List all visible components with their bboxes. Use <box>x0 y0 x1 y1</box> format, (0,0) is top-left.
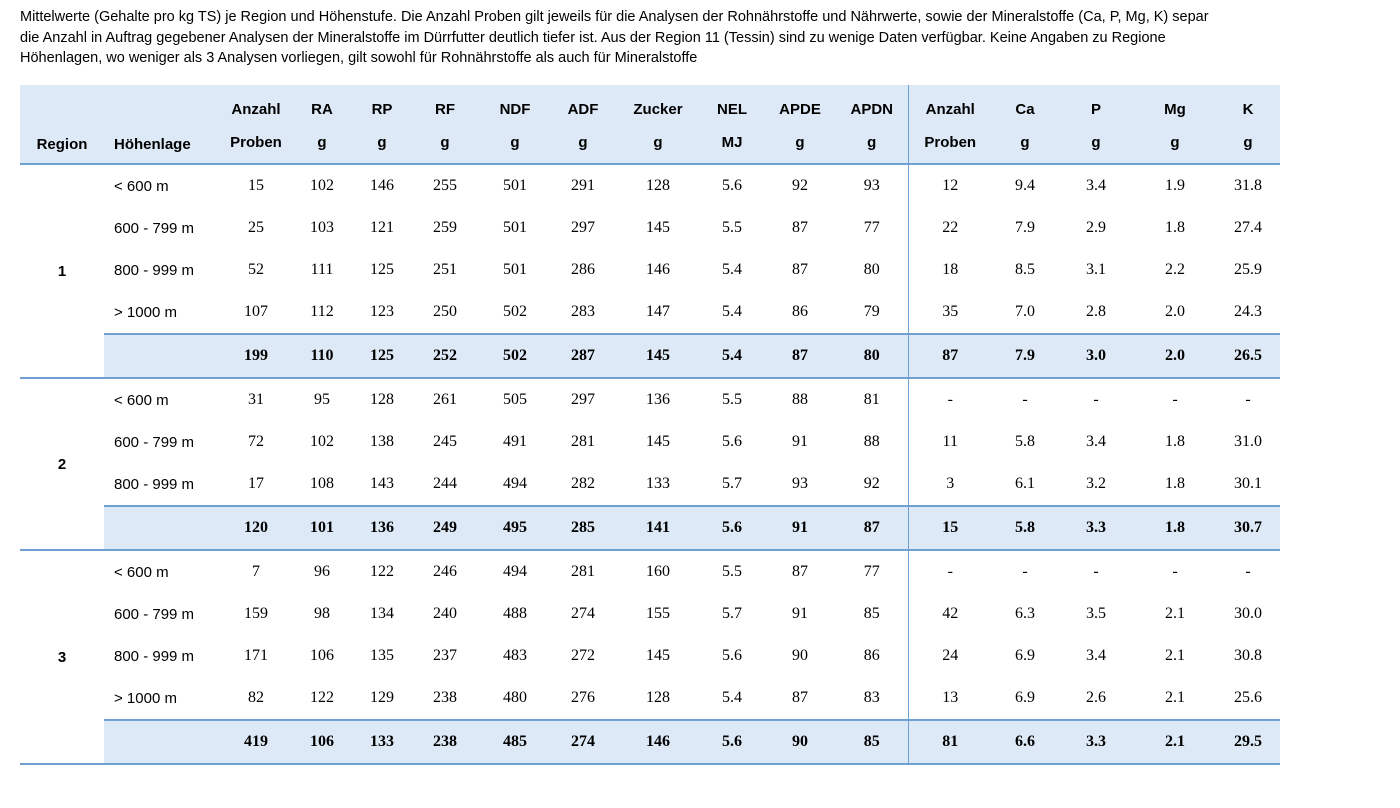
table-cell: 3.4 <box>1086 433 1106 450</box>
table-cell: 107 <box>244 303 268 320</box>
total-cell: 110 <box>290 334 354 378</box>
table-cell: 7.0 <box>1015 303 1035 320</box>
table-cell: 93 <box>863 177 880 194</box>
header-col-top: ADF <box>567 100 599 118</box>
total-row <box>20 506 1280 550</box>
table-cell: 128 <box>646 177 670 194</box>
table-cell: - <box>1245 391 1251 408</box>
table-cell: 31.8 <box>1234 177 1262 194</box>
table-cell: 11 <box>908 421 992 463</box>
table-cell: 1.8 <box>1165 219 1185 236</box>
table-header <box>20 85 1280 164</box>
table-cell: 286 <box>571 261 595 278</box>
table-caption <box>20 7 1400 69</box>
table-cell: 108 <box>310 475 334 492</box>
table-cell: 134 <box>370 605 394 622</box>
total-row-blank <box>104 506 222 550</box>
table-cell: 5.7 <box>722 475 742 492</box>
table-cell: 77 <box>863 563 880 580</box>
table-cell: 3.4 <box>1086 647 1106 664</box>
table-row <box>20 463 1280 506</box>
table-cell: 79 <box>863 303 880 320</box>
total-row <box>20 720 1280 764</box>
altitude-label: < 600 m <box>114 563 169 581</box>
total-cell: 199 <box>222 334 290 378</box>
table-cell: 92 <box>863 475 880 492</box>
altitude-label: 800 - 999 m <box>114 261 195 279</box>
region-label: 1 <box>20 164 104 378</box>
altitude-label: > 1000 m <box>114 689 177 707</box>
altitude-label: < 600 m <box>114 391 169 409</box>
table-cell: 91 <box>792 433 808 450</box>
total-cell: 502 <box>480 334 550 378</box>
table-cell: 6.1 <box>1015 475 1035 492</box>
table-cell: 77 <box>863 219 880 236</box>
table-cell: 2.6 <box>1086 689 1106 706</box>
table-cell: 25.9 <box>1234 261 1262 278</box>
total-cell: 6.6 <box>992 720 1058 764</box>
total-cell: 30.7 <box>1216 506 1280 550</box>
header-col-top: Ca <box>1015 100 1035 118</box>
total-cell: 5.6 <box>700 506 764 550</box>
table-cell: 240 <box>433 605 457 622</box>
total-cell: 145 <box>616 334 700 378</box>
table-cell: 95 <box>314 391 330 408</box>
total-row-blank <box>104 720 222 764</box>
table-cell: 2.1 <box>1165 689 1185 706</box>
total-cell: 285 <box>550 506 616 550</box>
table-cell: 5.5 <box>722 563 742 580</box>
table-cell: 147 <box>646 303 670 320</box>
caption-line-3: Höhenlagen, wo weniger als 3 Analysen vorliegen, gilt sowohl für Rohnährstoffe als auch für Mineralstoffe <box>20 50 698 66</box>
table-cell: 102 <box>310 177 334 194</box>
table-cell: 155 <box>646 605 670 622</box>
table-cell: 102 <box>310 433 334 450</box>
table-cell: 250 <box>433 303 457 320</box>
header-col-top: P <box>1090 100 1101 118</box>
table-cell: 237 <box>433 647 457 664</box>
table-cell: 480 <box>503 689 527 706</box>
header-col-top: K <box>1242 100 1254 118</box>
table-cell: 90 <box>792 647 808 664</box>
table-cell: 281 <box>571 433 595 450</box>
table-cell: 30.0 <box>1234 605 1262 622</box>
total-cell: 106 <box>290 720 354 764</box>
table-cell: 25 <box>248 219 264 236</box>
table-cell: 82 <box>248 689 264 706</box>
header-col-unit: MJ <box>721 133 743 151</box>
table-cell: 488 <box>503 605 527 622</box>
table-cell: 7 <box>252 563 260 580</box>
table-cell: 9.4 <box>1015 177 1035 194</box>
table-cell: 281 <box>571 563 595 580</box>
table-row <box>20 421 1280 463</box>
total-cell: 29.5 <box>1216 720 1280 764</box>
table-row <box>20 164 1280 207</box>
total-cell: 495 <box>480 506 550 550</box>
total-cell: 15 <box>908 506 992 550</box>
total-row <box>20 334 1280 378</box>
header-col-top: Zucker <box>633 100 683 118</box>
header-col-unit: g <box>795 133 805 151</box>
table-cell: 160 <box>646 563 670 580</box>
table-cell: 245 <box>433 433 457 450</box>
table-cell: 106 <box>310 647 334 664</box>
table-cell: 494 <box>503 475 527 492</box>
header-col-top: Anzahl <box>908 85 992 127</box>
altitude-label: 600 - 799 m <box>114 605 195 623</box>
table-cell: 5.6 <box>722 647 742 664</box>
altitude-label: 600 - 799 m <box>114 433 195 451</box>
table-row <box>20 378 1280 421</box>
table-cell: 96 <box>314 563 330 580</box>
table-cell: 13 <box>908 677 992 720</box>
header-col-unit: g <box>377 133 387 151</box>
total-cell: 249 <box>410 506 480 550</box>
total-cell: 1.8 <box>1134 506 1216 550</box>
table-cell: 297 <box>571 219 595 236</box>
header-col-unit: g <box>1091 133 1101 151</box>
total-cell: 7.9 <box>992 334 1058 378</box>
table-cell: 88 <box>863 433 880 450</box>
total-cell: 5.8 <box>992 506 1058 550</box>
total-cell: 485 <box>480 720 550 764</box>
header-col-top: RF <box>435 100 455 118</box>
header-col-top: APDN <box>850 100 893 118</box>
table-cell: 17 <box>248 475 264 492</box>
total-cell: 3.0 <box>1058 334 1134 378</box>
table-cell: 98 <box>314 605 330 622</box>
table-cell: 111 <box>310 261 334 278</box>
table-cell: 3.4 <box>1086 177 1106 194</box>
total-cell: 85 <box>836 720 908 764</box>
table-cell: 91 <box>792 605 808 622</box>
table-cell: 238 <box>433 689 457 706</box>
table-cell: 3 <box>908 463 992 506</box>
table-cell: 146 <box>646 261 670 278</box>
table-cell: 123 <box>370 303 394 320</box>
table-cell: 30.1 <box>1234 475 1262 492</box>
header-col-unit: g <box>867 133 877 151</box>
total-cell: 146 <box>616 720 700 764</box>
caption-line-1: Mittelwerte (Gehalte pro kg TS) je Region und Höhenstufe. Die Anzahl Proben gilt jeweils für die Analysen der Rohnährstoffe und Nährwerte, sowie der Mineralstoffe (Ca, P, Mg, K) separ <box>20 9 1209 25</box>
table-cell: 122 <box>310 689 334 706</box>
table-cell: 86 <box>863 647 880 664</box>
table-cell: 87 <box>792 689 808 706</box>
table-cell: - <box>908 378 992 421</box>
header-col-unit: g <box>1170 133 1180 151</box>
table-cell: 125 <box>370 261 394 278</box>
table-cell: - <box>1172 391 1178 408</box>
table-cell: - <box>1093 563 1099 580</box>
header-hoehenlage: Höhenlage <box>114 136 191 153</box>
total-cell: 2.0 <box>1134 334 1216 378</box>
table-cell: 145 <box>646 219 670 236</box>
table-cell: - <box>1172 563 1178 580</box>
table-cell: 261 <box>433 391 457 408</box>
table-cell: 501 <box>503 261 527 278</box>
table-cell: 145 <box>646 647 670 664</box>
table-cell: 42 <box>908 593 992 635</box>
header-col-top: Anzahl <box>231 100 281 118</box>
table-cell: 122 <box>370 563 394 580</box>
table-cell: 12 <box>908 164 992 207</box>
table-cell: 80 <box>863 261 880 278</box>
altitude-label: 800 - 999 m <box>114 475 195 493</box>
table-cell: - <box>1022 563 1028 580</box>
table-cell: 1.8 <box>1165 475 1185 492</box>
table-cell: 6.9 <box>1015 647 1035 664</box>
table-cell: 272 <box>571 647 595 664</box>
altitude-label: 800 - 999 m <box>114 647 195 665</box>
caption-line-2: die Anzahl in Auftrag gegebener Analysen der Mineralstoffe im Dürrfutter deutlich tiefer ist. Aus der Region 11 (Tessin) sind zu wenige Daten verfügbar. Keine Angaben zu Regione <box>20 29 1166 46</box>
table-cell: 274 <box>571 605 595 622</box>
table-cell: 491 <box>503 433 527 450</box>
table-cell: - <box>1093 391 1099 408</box>
table-row <box>20 593 1280 635</box>
table-cell: 30.8 <box>1234 647 1262 664</box>
header-col-unit: g <box>578 133 588 151</box>
total-cell: 5.4 <box>700 334 764 378</box>
table-row <box>20 550 1280 593</box>
header-col-unit: g <box>317 133 327 151</box>
table-cell: 87 <box>792 219 808 236</box>
total-cell: 133 <box>354 720 410 764</box>
table-cell: 244 <box>433 475 457 492</box>
table-cell: 25.6 <box>1234 689 1262 706</box>
table-cell: 103 <box>310 219 334 236</box>
table-cell: 138 <box>370 433 394 450</box>
header-col-unit: g <box>1243 133 1253 151</box>
table-cell: 5.5 <box>722 219 742 236</box>
header-col-unit: Proben <box>908 127 992 164</box>
total-cell: 87 <box>836 506 908 550</box>
total-cell: 81 <box>908 720 992 764</box>
table-cell: 83 <box>863 689 880 706</box>
table-row <box>20 635 1280 677</box>
table-cell: 171 <box>244 647 268 664</box>
table-cell: 159 <box>244 605 268 622</box>
table-cell: 5.6 <box>722 177 742 194</box>
table-cell: 283 <box>571 303 595 320</box>
table-cell: 255 <box>433 177 457 194</box>
table-cell: 24 <box>908 635 992 677</box>
total-cell: 238 <box>410 720 480 764</box>
table-cell: - <box>1022 391 1028 408</box>
total-cell: 5.6 <box>700 720 764 764</box>
table-cell: 146 <box>370 177 394 194</box>
header-col-unit: Proben <box>230 133 282 151</box>
total-cell: 3.3 <box>1058 506 1134 550</box>
header-col-top: NDF <box>499 100 531 118</box>
table-cell: 72 <box>248 433 264 450</box>
total-cell: 120 <box>222 506 290 550</box>
table-cell: 81 <box>863 391 880 408</box>
total-cell: 252 <box>410 334 480 378</box>
table-cell: 135 <box>370 647 394 664</box>
table-cell: 2.1 <box>1165 605 1185 622</box>
table-cell: 501 <box>503 219 527 236</box>
table-cell: 2.0 <box>1165 303 1185 320</box>
total-cell: 141 <box>616 506 700 550</box>
table-cell: 7.9 <box>1015 219 1035 236</box>
table-cell: 501 <box>503 177 527 194</box>
altitude-label: < 600 m <box>114 177 169 195</box>
table-cell: 5.4 <box>722 261 742 278</box>
table-cell: 276 <box>571 689 595 706</box>
total-cell: 26.5 <box>1216 334 1280 378</box>
table-cell: 259 <box>433 219 457 236</box>
table-cell: 22 <box>908 207 992 249</box>
table-cell: 52 <box>248 261 264 278</box>
table-cell: 92 <box>792 177 808 194</box>
table-cell: 133 <box>646 475 670 492</box>
table-cell: 112 <box>310 303 334 320</box>
total-cell: 274 <box>550 720 616 764</box>
table-cell: 15 <box>248 177 264 194</box>
table-cell: 87 <box>792 563 808 580</box>
header-col-unit: g <box>653 133 663 151</box>
table-cell: 3.1 <box>1086 261 1106 278</box>
table-cell: 6.3 <box>1015 605 1035 622</box>
header-col-unit: g <box>510 133 520 151</box>
table-cell: 121 <box>370 219 394 236</box>
table-cell: 2.9 <box>1086 219 1106 236</box>
total-cell: 3.3 <box>1058 720 1134 764</box>
table-cell: 35 <box>908 291 992 334</box>
table-cell: 251 <box>433 261 457 278</box>
table-cell: 31.0 <box>1234 433 1262 450</box>
total-cell: 87 <box>764 334 836 378</box>
table-cell: 18 <box>908 249 992 291</box>
total-cell: 90 <box>764 720 836 764</box>
table-cell: - <box>1245 563 1251 580</box>
table-cell: 505 <box>503 391 527 408</box>
table-cell: 2.2 <box>1165 261 1185 278</box>
altitude-label: > 1000 m <box>114 303 177 321</box>
total-row-blank <box>104 334 222 378</box>
header-region: Region <box>36 136 88 153</box>
table-cell: 282 <box>571 475 595 492</box>
table-cell: 246 <box>433 563 457 580</box>
nutrient-table <box>20 85 1280 765</box>
total-cell: 125 <box>354 334 410 378</box>
table-cell: 2.1 <box>1165 647 1185 664</box>
table-cell: 85 <box>863 605 880 622</box>
table-cell: 145 <box>646 433 670 450</box>
table-cell: 6.9 <box>1015 689 1035 706</box>
header-col-unit: g <box>1020 133 1030 151</box>
header-col-top: APDE <box>779 100 821 118</box>
total-cell: 101 <box>290 506 354 550</box>
total-cell: 287 <box>550 334 616 378</box>
table-cell: 5.7 <box>722 605 742 622</box>
table-cell: 1.8 <box>1165 433 1185 450</box>
total-cell: 419 <box>222 720 290 764</box>
table-cell: 297 <box>571 391 595 408</box>
table-row <box>20 249 1280 291</box>
table-cell: 128 <box>646 689 670 706</box>
table-cell: 3.5 <box>1086 605 1106 622</box>
table-cell: 291 <box>571 177 595 194</box>
table-cell: 2.8 <box>1086 303 1106 320</box>
table-cell: 93 <box>792 475 808 492</box>
table-body <box>20 164 1280 764</box>
header-col-top: Mg <box>1164 100 1186 118</box>
table-cell: 86 <box>792 303 808 320</box>
table-cell: 129 <box>370 689 394 706</box>
table-cell: 136 <box>646 391 670 408</box>
total-cell: 80 <box>836 334 908 378</box>
table-cell: 502 <box>503 303 527 320</box>
header-col-top: NEL <box>717 100 747 118</box>
region-label: 2 <box>20 378 104 550</box>
table-cell: 494 <box>503 563 527 580</box>
table-cell: 5.5 <box>722 391 742 408</box>
table-cell: 5.4 <box>722 689 742 706</box>
table-cell: 24.3 <box>1234 303 1262 320</box>
total-cell: 91 <box>764 506 836 550</box>
total-cell: 87 <box>908 334 992 378</box>
header-col-unit: g <box>440 133 450 151</box>
table-cell: 31 <box>248 391 264 408</box>
table-cell: 88 <box>792 391 808 408</box>
table-cell: - <box>908 550 992 593</box>
table-cell: 5.8 <box>1015 433 1035 450</box>
altitude-label: 600 - 799 m <box>114 219 195 237</box>
table-cell: 87 <box>792 261 808 278</box>
table-cell: 483 <box>503 647 527 664</box>
table-cell: 5.6 <box>722 433 742 450</box>
header-col-top: RA <box>311 100 333 118</box>
table-row <box>20 677 1280 720</box>
table-row <box>20 291 1280 334</box>
table-cell: 27.4 <box>1234 219 1262 236</box>
total-cell: 136 <box>354 506 410 550</box>
total-cell: 2.1 <box>1134 720 1216 764</box>
table-cell: 8.5 <box>1015 261 1035 278</box>
table-cell: 5.4 <box>722 303 742 320</box>
table-cell: 128 <box>370 391 394 408</box>
header-col-top: RP <box>371 100 393 118</box>
table-cell: 3.2 <box>1086 475 1106 492</box>
table-cell: 143 <box>370 475 394 492</box>
table-cell: 1.9 <box>1165 177 1185 194</box>
table-row <box>20 207 1280 249</box>
region-label: 3 <box>20 550 104 764</box>
